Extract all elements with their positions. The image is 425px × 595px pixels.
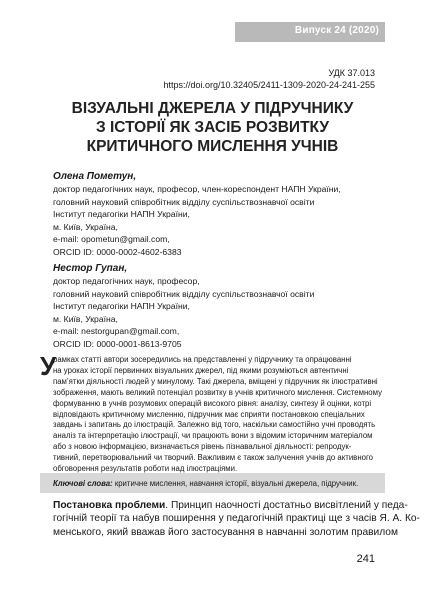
author-name: Нестор Гупан, bbox=[53, 263, 128, 274]
section-lead: Постановка проблеми bbox=[53, 500, 166, 511]
abstract-line: формуванню в учнів розумових операцій високого рівня: аналізу, синтезу й оцінки, котрі bbox=[53, 398, 372, 408]
abstract-line: обговорення результатів роботи над ілюстраціями. bbox=[53, 464, 238, 474]
article-title bbox=[40, 99, 385, 156]
doi-link[interactable]: https://doi.org/10.32405/2411-1309-2020-24-241-255 bbox=[163, 80, 375, 90]
abstract-line: зображення, мають великий потенціал розвитку в учнів критичного мислення. Системному bbox=[53, 387, 382, 397]
body-line: менського, який вважав його застосування в навчанні золотим правилом bbox=[53, 526, 398, 538]
abstract-line: аналіз та інтерпретацію ілюстрації, чи працюють вони з відомим історичним матеріалом bbox=[53, 431, 373, 441]
author-affiliation: Інститут педагогіки НАПН України, bbox=[53, 301, 190, 312]
author-city: м. Київ, Україна, bbox=[53, 221, 118, 232]
page-number: 241 bbox=[356, 553, 375, 565]
body-text bbox=[53, 499, 420, 539]
abstract-line: відповідають критичному мисленню, підручник має сприяти постановкою спеціальних bbox=[53, 409, 365, 419]
abstract-dropcap: У bbox=[40, 351, 57, 381]
issue-label: Випуск 24 (2020) bbox=[294, 25, 379, 36]
keywords-text: критичне мислення, навчання історії, візуальні джерела, підручник. bbox=[114, 479, 359, 488]
keywords bbox=[53, 479, 358, 488]
title-line: КРИТИЧНОГО МИСЛЕННЯ УЧНІВ bbox=[86, 138, 339, 155]
author-position: головний науковий співробітник відділу суспільствознавчої освіти bbox=[53, 288, 315, 299]
author-orcid: ORCID ID: 0000-0001-8613-9705 bbox=[53, 338, 182, 349]
author-city: м. Київ, Україна, bbox=[53, 313, 118, 324]
author-affiliation: Інститут педагогіки НАПН України, bbox=[53, 209, 190, 220]
author-email[interactable]: e-mail: nestorgupan@gmail.com, bbox=[53, 326, 180, 337]
body-line-text: . Принцип наочності достатньо висвітлений у педа- bbox=[165, 500, 408, 511]
keywords-label: Ключові слова: bbox=[53, 479, 113, 488]
abstract-line: тивний, перетворювальний чи творчий. Важливим є також залучення учнів до активного bbox=[53, 453, 373, 463]
abstract-line: або з новою інформацією, визначається рівень пізнавальної діяльності: репродук- bbox=[53, 442, 352, 452]
abstract-line: на уроках історії первинних візуальних джерел, під якими розуміються автентичні bbox=[53, 365, 349, 375]
author-name: Олена Пометун, bbox=[53, 171, 137, 182]
body-line: гогічній теорії та набув поширення у педагогічній практиці ще з часів Я. А. Ко- bbox=[53, 513, 420, 525]
author-block bbox=[53, 170, 341, 259]
abstract-line: завдань і запитань до ілюстрацій. Залежно від того, наскільки самостійно учні проводять bbox=[53, 420, 376, 430]
title-line: ВІЗУАЛЬНІ ДЖЕРЕЛА У ПІДРУЧНИКУ bbox=[71, 100, 354, 117]
body-line bbox=[53, 499, 408, 512]
author-position: головний науковий співробітник відділу суспільствознавчої освіти bbox=[53, 196, 315, 207]
author-orcid: ORCID ID: 0000-0002-4602-6383 bbox=[53, 246, 182, 257]
abstract-line: пам’ятки діяльності людей у минулому. Такі джерела, вміщені у підручник як ілюстративні bbox=[53, 376, 378, 386]
author-degree: доктор педагогічних наук, професор, bbox=[53, 276, 200, 286]
author-email[interactable]: e-mail: opometun@gmail.com, bbox=[53, 234, 170, 245]
udk-code: УДК 37.013 bbox=[328, 68, 375, 78]
abstract-line: рамках статті автори зосередились на представленні у підручнику та опрацюванні bbox=[53, 355, 352, 364]
author-degree: доктор педагогічних наук, професор, член-кореспондент НАПН України, bbox=[53, 184, 341, 194]
title-line: З ІСТОРІЇ ЯК ЗАСІБ РОЗВИТКУ bbox=[95, 119, 330, 136]
author-block bbox=[53, 262, 314, 351]
abstract bbox=[53, 355, 382, 475]
